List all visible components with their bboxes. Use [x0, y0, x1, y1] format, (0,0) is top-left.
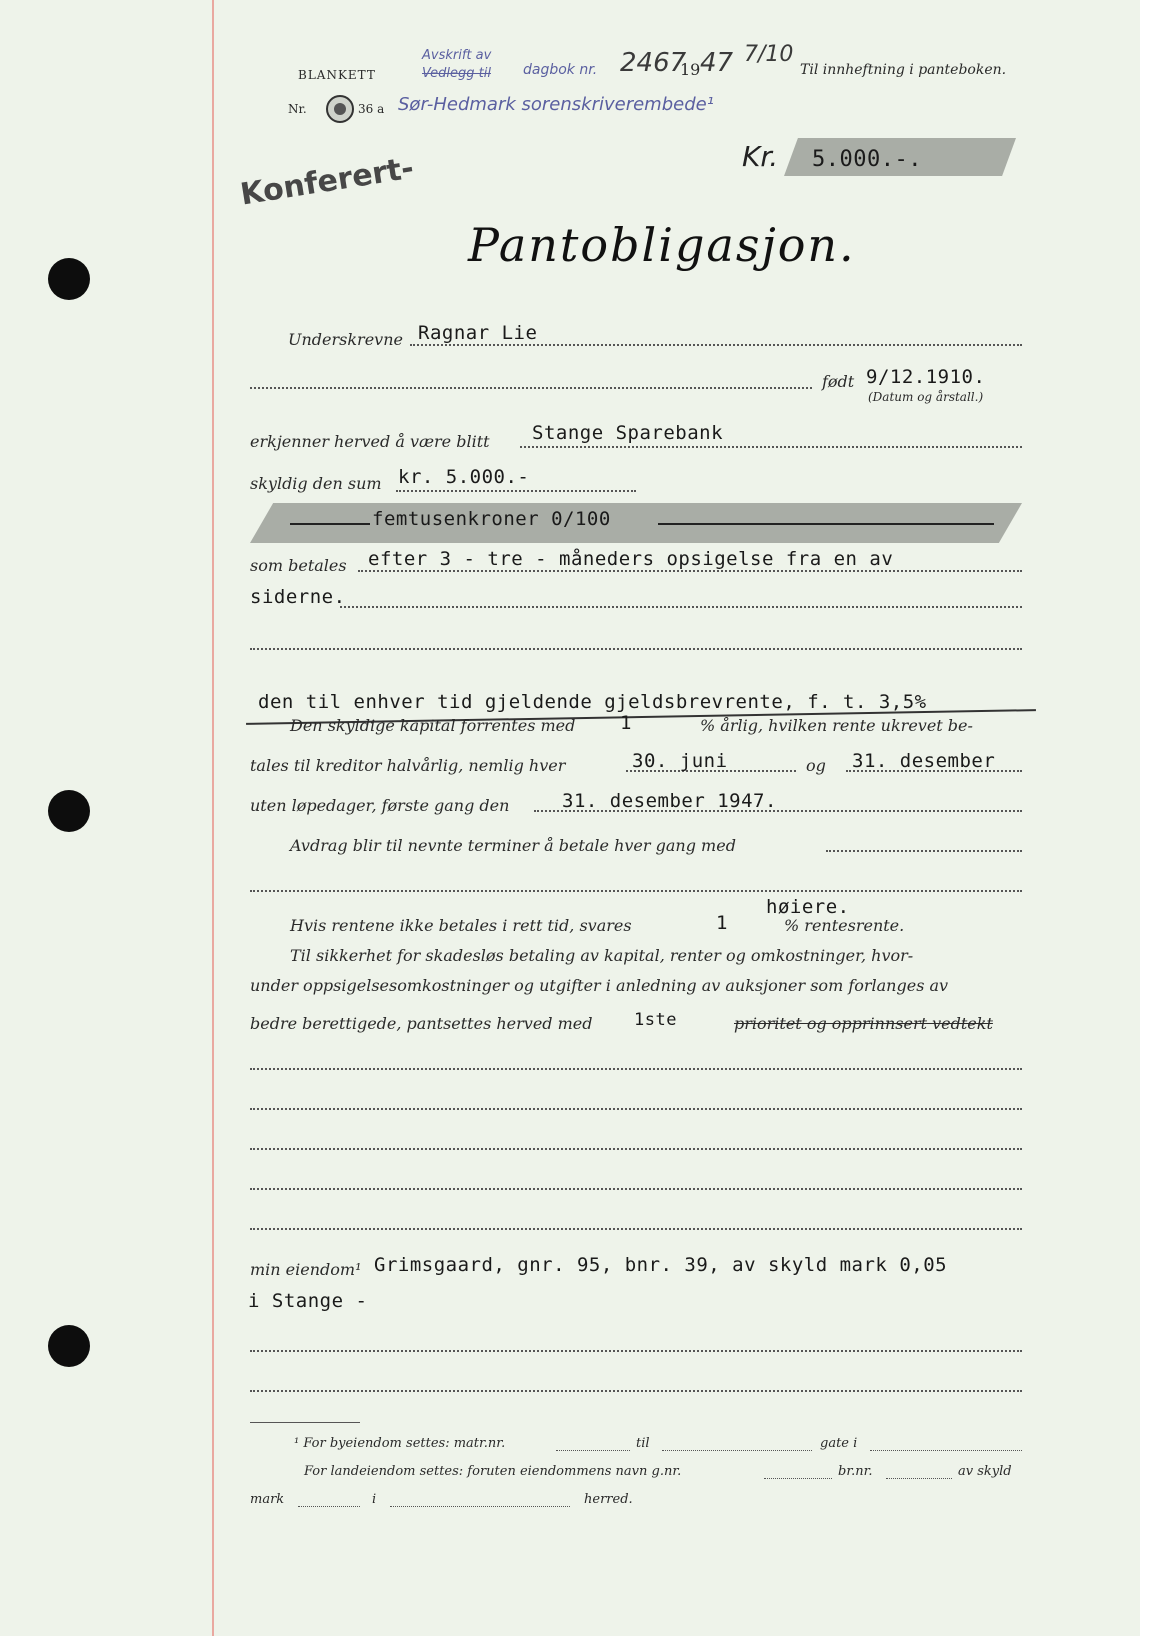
- kapital-text: Den skyldige kapital forrentes med: [290, 716, 576, 735]
- eiendom-value: Grimsgaard, gnr. 95, bnr. 39, av skyld mark 0,05: [374, 1254, 948, 1276]
- eiendom-value-2: i Stange -: [248, 1290, 368, 1312]
- punch-hole: [48, 258, 90, 300]
- dotted-line: [358, 570, 1022, 572]
- dotted-line: [250, 1108, 1022, 1110]
- dotted-line: [250, 1148, 1022, 1150]
- hvis-rest: % rentesrente.: [784, 916, 905, 935]
- footnote-2b: br.nr.: [838, 1464, 873, 1479]
- rente-insert: den til enhver tid gjeldende gjeldsbrevrente, f. t. 3,5%: [258, 691, 927, 713]
- dotted-line: [886, 1478, 952, 1479]
- dotted-line: [520, 446, 1022, 448]
- erkjenner-label: erkjenner herved å være blitt: [250, 432, 490, 451]
- footnote-2a: For landeiendom settes: foruten eiendommens navn g.nr.: [304, 1464, 682, 1479]
- og-label: og: [806, 756, 826, 775]
- kr-label: Kr.: [742, 140, 779, 173]
- konferert-stamp: Konferert-: [238, 150, 417, 213]
- hvis-text: Hvis rentene ikke betales i rett tid, svares: [290, 916, 632, 935]
- dotted-line: [764, 1478, 832, 1479]
- dotted-line: [340, 606, 1022, 608]
- betales-value-2: siderne.: [250, 586, 346, 608]
- seal-logo: [326, 95, 354, 123]
- skyldig-label: skyldig den sum: [250, 474, 382, 493]
- fodt-label: født: [822, 372, 855, 391]
- dagbok-number: 2467: [620, 48, 687, 78]
- innheftning-text: Til innheftning i panteboken.: [800, 62, 1007, 78]
- dagbok-label: dagbok nr.: [523, 62, 598, 78]
- vedlegg-label: Vedlegg til: [422, 66, 491, 81]
- footnote-3b: i: [372, 1492, 377, 1507]
- date-handwritten: 7/10: [744, 42, 794, 67]
- dotted-line: [298, 1506, 360, 1507]
- dotted-line: [250, 890, 1022, 892]
- year-handwritten: 47: [700, 48, 734, 78]
- dotted-line: [556, 1450, 630, 1451]
- fodt-value: 9/12.1910.: [866, 366, 986, 388]
- margin-line: [212, 0, 214, 1636]
- sikkerhet-line-2: under oppsigelsesomkostninger og utgifter i anledning av auksjoner som forlanges av: [250, 976, 949, 995]
- footnote-2c: av skyld: [958, 1464, 1012, 1479]
- footnote-rule: [250, 1422, 360, 1423]
- avdrag-text: Avdrag blir til nevnte terminer å betale hver gang med: [290, 836, 736, 855]
- dotted-line: [390, 1506, 570, 1507]
- dotted-line: [250, 648, 1022, 650]
- datum-note: (Datum og årstall.): [868, 390, 984, 404]
- avskrift-label: Avskrift av: [422, 48, 492, 63]
- forste-gang-value: 31. desember 1947.: [562, 790, 777, 812]
- office-name: Sør-Hedmark sorenskriverembede¹: [398, 94, 714, 115]
- dotted-line: [826, 850, 1022, 852]
- footnote-1c: gate i: [820, 1436, 858, 1451]
- dotted-line: [662, 1450, 812, 1451]
- dotted-line: [250, 1068, 1022, 1070]
- kapital-rest: % årlig, hvilken rente ukrevet be-: [700, 716, 973, 735]
- dotted-line: [870, 1450, 1022, 1451]
- underline-rule: [658, 523, 994, 525]
- prioritet-text: prioritet og opprinnsert vedtekt: [734, 1014, 993, 1033]
- betales-label: som betales: [250, 556, 347, 575]
- termin-1: 30. juni: [632, 750, 728, 772]
- document-title: Pantobligasjon.: [468, 218, 856, 272]
- sum-words: femtusenkroner 0/100: [372, 508, 611, 530]
- tales-text: tales til kreditor halvårlig, nemlig hver: [250, 756, 566, 775]
- dotted-line: [250, 1390, 1022, 1392]
- form-number: 36 a: [358, 102, 385, 116]
- dotted-line: [396, 490, 636, 492]
- dotted-line: [250, 1350, 1022, 1352]
- blankett-label: BLANKETT: [298, 68, 376, 82]
- bedre-text: bedre berettigede, pantsettes herved med: [250, 1014, 593, 1033]
- punch-hole: [48, 1325, 90, 1367]
- termin-2: 31. desember: [852, 750, 996, 772]
- punch-hole: [48, 790, 90, 832]
- kapital-value: 1: [620, 712, 632, 734]
- year-printed: 19: [680, 60, 701, 79]
- prioritet-value: 1ste: [634, 1010, 677, 1030]
- dotted-line: [250, 387, 812, 389]
- underskrevne-value: Ragnar Lie: [418, 322, 538, 344]
- footnote-1b: til: [636, 1436, 650, 1451]
- underskrevne-label: Underskrevne: [288, 330, 403, 349]
- footnote-3c: herred.: [584, 1492, 633, 1507]
- skyldig-value: kr. 5.000.-: [398, 466, 530, 488]
- underline-rule: [290, 523, 370, 525]
- footnote-1a: ¹ For byeiendom settes: matr.nr.: [294, 1436, 506, 1451]
- sikkerhet-line-1: Til sikkerhet for skadesløs betaling av kapital, renter og omkostninger, hvor-: [290, 946, 914, 965]
- dotted-line: [250, 1228, 1022, 1230]
- dotted-line: [410, 344, 1022, 346]
- betales-value: efter 3 - tre - måneders opsigelse fra en av: [368, 548, 894, 570]
- dotted-line: [250, 1188, 1022, 1190]
- amount-value: 5.000.-.: [812, 147, 922, 172]
- creditor-value: Stange Sparebank: [532, 422, 724, 444]
- hvis-value: 1: [716, 912, 728, 934]
- footnote-3a: mark: [250, 1492, 285, 1507]
- hoiere-insert: høiere.: [766, 896, 850, 918]
- eiendom-label: min eiendom¹: [250, 1260, 362, 1279]
- nr-label: Nr.: [288, 102, 307, 116]
- lopedager-text: uten løpedager, første gang den: [250, 796, 510, 815]
